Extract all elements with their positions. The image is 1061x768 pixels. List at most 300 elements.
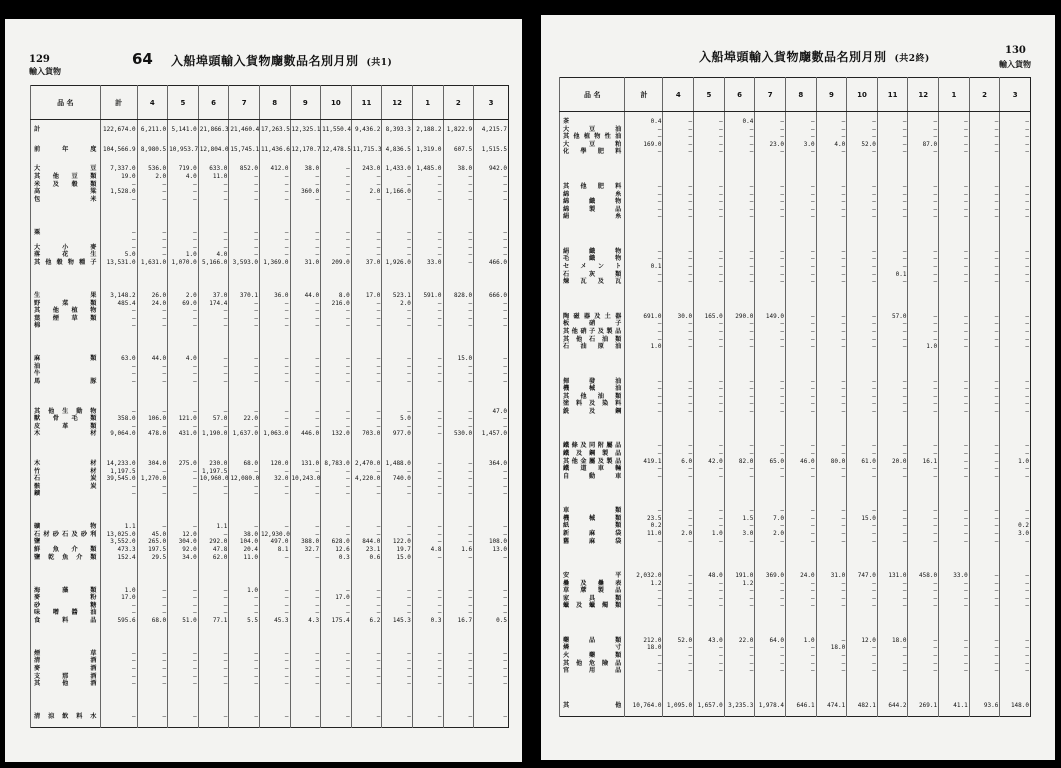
month-value-cell <box>474 644 509 707</box>
value: — <box>407 490 411 498</box>
month-value-cell <box>137 581 168 644</box>
value: 11.0 <box>243 553 258 561</box>
value: 10,764.0 <box>632 701 662 709</box>
value: 20.0 <box>892 457 907 465</box>
value: 24.0 <box>151 299 167 307</box>
value: — <box>719 190 723 198</box>
month-value-cell <box>847 242 878 307</box>
value: — <box>688 407 693 415</box>
value: — <box>437 601 442 609</box>
value: — <box>872 125 876 133</box>
value: — <box>719 667 723 675</box>
value: 1,270.0 <box>140 475 167 483</box>
total-value-cell <box>625 242 663 307</box>
month-value-cell <box>969 566 1000 631</box>
value: — <box>780 343 784 351</box>
value: 8,783.0 <box>324 459 350 467</box>
value: 646.1 <box>796 701 815 709</box>
value: 1,457.0 <box>481 430 507 438</box>
value: — <box>131 490 136 498</box>
value: — <box>749 320 754 328</box>
value: 1,926.0 <box>385 259 411 267</box>
month-value-cell <box>969 112 1000 178</box>
value: 108.0 <box>488 538 507 546</box>
value: — <box>810 133 815 141</box>
value: 132.0 <box>331 430 350 438</box>
month-value-cell <box>474 581 509 644</box>
value: — <box>468 314 473 322</box>
value: — <box>933 125 938 133</box>
month-value-cell <box>908 177 939 242</box>
value: 607.5 <box>454 145 473 153</box>
value: — <box>841 320 846 328</box>
value: — <box>933 312 938 320</box>
value: — <box>964 118 968 125</box>
value: — <box>688 400 693 408</box>
value: — <box>437 355 442 363</box>
month-value-cell <box>443 402 474 454</box>
month-value-cell <box>137 349 168 401</box>
value: — <box>841 442 846 450</box>
value: 747.0 <box>857 572 876 580</box>
month-value-cell <box>724 307 755 372</box>
value: 92.0 <box>182 546 197 554</box>
value: — <box>468 459 473 467</box>
value: 5.0 <box>400 415 411 423</box>
value: — <box>193 482 197 490</box>
value: — <box>376 523 381 531</box>
month-value-cell <box>321 644 352 707</box>
data-table <box>30 85 509 728</box>
value: 1.2 <box>650 579 662 587</box>
value: — <box>376 680 381 688</box>
value: — <box>1025 587 1029 595</box>
value: — <box>964 263 968 271</box>
total-value-cell <box>100 402 137 454</box>
month-value-cell <box>694 177 725 242</box>
value: — <box>407 422 411 430</box>
month-value-cell <box>939 436 970 501</box>
item-name: 大小麥 <box>34 243 97 251</box>
value: — <box>964 320 968 328</box>
value: — <box>254 362 258 370</box>
value: 3,235.3 <box>728 701 754 709</box>
value: — <box>468 649 473 657</box>
value: — <box>994 270 999 278</box>
month-value-cell <box>694 307 725 372</box>
value: — <box>503 657 507 665</box>
value: 87.0 <box>922 140 938 148</box>
value: — <box>933 507 938 515</box>
value: — <box>284 680 289 688</box>
value: — <box>503 553 507 561</box>
month-value-cell <box>351 286 382 349</box>
value: 292.0 <box>209 538 228 546</box>
value: — <box>688 205 693 213</box>
value: — <box>503 180 507 188</box>
value: — <box>193 362 197 370</box>
value: — <box>503 649 507 657</box>
value: — <box>346 188 350 196</box>
value: — <box>437 322 442 330</box>
value: — <box>376 370 381 378</box>
item-name: 高粱 <box>34 188 97 196</box>
value: — <box>468 299 473 307</box>
value: — <box>780 247 784 255</box>
month-value-cell <box>663 372 694 437</box>
value: — <box>315 172 320 180</box>
value: — <box>964 270 968 278</box>
value: — <box>503 188 507 196</box>
value: — <box>131 322 136 330</box>
value: — <box>841 579 846 587</box>
value: — <box>284 649 289 657</box>
value: — <box>719 442 723 450</box>
value: — <box>162 601 167 609</box>
month-value-cell <box>755 372 786 437</box>
item-name: 竹材 <box>34 467 97 475</box>
value: — <box>872 652 876 660</box>
value: 666.0 <box>488 291 507 299</box>
value: — <box>688 652 693 660</box>
value: — <box>284 180 289 188</box>
value: — <box>376 299 381 307</box>
value: — <box>994 449 999 457</box>
value: 4.8 <box>430 546 442 554</box>
value: — <box>376 422 381 430</box>
value: — <box>841 659 846 667</box>
month-value-cell <box>724 436 755 501</box>
value: — <box>719 320 723 328</box>
value: — <box>841 183 846 191</box>
header-item-name: 品 名 <box>31 86 101 120</box>
value: — <box>780 537 784 545</box>
value: — <box>1025 125 1029 133</box>
value: 47.8 <box>212 546 228 554</box>
value: — <box>994 327 999 335</box>
value: — <box>468 188 473 196</box>
value: — <box>872 400 876 408</box>
month-value-cell <box>724 372 755 437</box>
month-value-cell <box>198 517 229 580</box>
item-name: 板硝子 <box>563 320 622 328</box>
value: — <box>468 228 473 236</box>
item-name: 毛織物 <box>563 255 622 263</box>
value: — <box>346 378 350 386</box>
value: — <box>223 680 228 688</box>
item-name: 大豆粕 <box>563 140 622 148</box>
value: — <box>749 659 754 667</box>
value: — <box>964 465 968 473</box>
item-name: 石油原油 <box>563 343 622 351</box>
value: — <box>902 190 907 198</box>
value: — <box>407 601 411 609</box>
month-value-cell <box>474 454 509 517</box>
value: — <box>407 657 411 665</box>
value: — <box>1025 327 1029 335</box>
value: — <box>964 537 968 545</box>
value: — <box>223 243 228 251</box>
value: 446.0 <box>301 430 320 438</box>
month-value-cell <box>877 501 908 566</box>
table-row-group <box>31 223 509 286</box>
value: — <box>315 713 320 721</box>
value: — <box>131 422 136 430</box>
value: 412.0 <box>270 165 289 173</box>
month-value-cell <box>816 307 847 372</box>
value: — <box>810 312 815 320</box>
month-value-cell <box>229 140 260 160</box>
value: — <box>1025 247 1029 255</box>
value: 977.0 <box>392 430 411 438</box>
value: — <box>688 255 693 263</box>
value: — <box>193 649 197 657</box>
value: — <box>841 125 846 133</box>
month-value-cell <box>816 696 847 717</box>
value: 61.0 <box>861 457 876 465</box>
value: — <box>841 190 846 198</box>
month-value-cell <box>663 566 694 631</box>
item-name: 大豆油 <box>563 125 622 133</box>
month-value-cell <box>443 707 474 727</box>
value: — <box>1025 320 1029 328</box>
month-value-cell <box>1000 631 1031 696</box>
value: — <box>193 314 197 322</box>
value: — <box>994 278 999 286</box>
value: — <box>688 247 693 255</box>
value: — <box>964 667 968 675</box>
value: — <box>841 263 846 271</box>
value: — <box>657 183 662 191</box>
item-name: 機械類 <box>563 514 622 522</box>
value: 1,197.5 <box>110 467 136 475</box>
value: — <box>468 407 473 415</box>
value: — <box>437 407 442 415</box>
value: 9,064.0 <box>110 430 136 438</box>
month-value-cell <box>351 402 382 454</box>
month-value-cell <box>259 120 290 140</box>
value: — <box>503 601 507 609</box>
value: 16.1 <box>922 457 938 465</box>
value: 191.0 <box>735 572 754 580</box>
value: — <box>254 422 258 430</box>
value: 45.0 <box>151 530 167 538</box>
value: 7.0 <box>773 514 784 522</box>
value: — <box>407 680 411 688</box>
value: — <box>810 537 815 545</box>
value: 12,080.0 <box>230 475 260 483</box>
value: — <box>193 713 197 721</box>
value: — <box>719 392 723 400</box>
month-value-cell <box>321 581 352 644</box>
value: — <box>964 644 968 652</box>
value: — <box>346 672 350 680</box>
value: 536.0 <box>148 165 167 173</box>
value: — <box>223 649 228 657</box>
month-value-cell <box>290 349 321 401</box>
value: — <box>933 667 938 675</box>
value: — <box>719 579 723 587</box>
value: — <box>657 125 662 133</box>
month-value-cell <box>290 140 321 160</box>
value: 32.7 <box>304 546 320 554</box>
value: — <box>223 314 228 322</box>
value: 22.0 <box>738 636 754 644</box>
value: 11,715.3 <box>352 145 382 153</box>
month-value-cell <box>969 372 1000 437</box>
value: 369.0 <box>765 572 784 580</box>
value: — <box>902 472 907 480</box>
value: 169.0 <box>643 140 662 148</box>
item-name: 陶磁器及土器 <box>563 312 622 320</box>
value: 1.0 <box>711 529 723 537</box>
value: — <box>841 602 846 610</box>
value: — <box>657 594 662 602</box>
item-name-cell <box>31 223 101 286</box>
value: — <box>719 133 723 141</box>
value: 703.0 <box>362 430 381 438</box>
value: — <box>841 514 846 522</box>
value: — <box>841 343 846 351</box>
value: — <box>749 247 754 255</box>
value: — <box>994 587 999 595</box>
value: — <box>902 125 907 133</box>
value: 68.0 <box>151 616 167 624</box>
value: — <box>964 652 968 660</box>
value: — <box>503 172 507 180</box>
value: — <box>315 601 320 609</box>
value: — <box>437 430 442 438</box>
value: — <box>719 594 723 602</box>
value: — <box>657 472 662 480</box>
item-name: 煙草 <box>34 649 97 657</box>
value: — <box>719 148 723 156</box>
value: — <box>437 188 442 196</box>
month-value-cell <box>694 631 725 696</box>
value: — <box>902 667 907 675</box>
value: — <box>902 659 907 667</box>
value: 212.0 <box>643 636 662 644</box>
value: — <box>719 385 723 393</box>
value: — <box>657 190 662 198</box>
value: 77.1 <box>212 616 228 624</box>
month-value-cell <box>724 177 755 242</box>
value: — <box>284 407 289 415</box>
value: 21,866.3 <box>199 126 229 133</box>
value: — <box>162 490 167 498</box>
value: — <box>719 522 723 530</box>
value: — <box>810 270 815 278</box>
month-value-cell <box>290 159 321 222</box>
value: 12,804.0 <box>199 145 229 153</box>
header-month: 8 <box>785 78 816 112</box>
value: — <box>902 343 907 351</box>
item-name-cell <box>31 454 101 517</box>
value: — <box>437 594 442 602</box>
value: — <box>315 314 320 322</box>
value: — <box>780 278 784 286</box>
value: — <box>346 228 350 236</box>
value: — <box>841 392 846 400</box>
value: — <box>994 312 999 320</box>
value: — <box>810 247 815 255</box>
value: — <box>872 335 876 343</box>
value: — <box>1025 213 1029 221</box>
value: — <box>810 407 815 415</box>
value: — <box>688 667 693 675</box>
value: — <box>780 320 784 328</box>
value: — <box>933 263 938 271</box>
item-name: セメント <box>563 263 622 271</box>
value: — <box>994 537 999 545</box>
value: — <box>162 467 167 475</box>
value: — <box>719 465 723 473</box>
value: — <box>994 198 999 206</box>
item-name: 鹽乾魚介類 <box>34 553 97 561</box>
value: — <box>933 255 938 263</box>
value: — <box>1025 140 1029 148</box>
value: — <box>780 255 784 263</box>
month-value-cell <box>694 566 725 631</box>
item-name: 車類 <box>563 507 622 515</box>
value: 13.0 <box>492 546 507 554</box>
value: — <box>902 522 907 530</box>
value: — <box>780 667 784 675</box>
month-value-cell <box>908 696 939 717</box>
value: — <box>902 205 907 213</box>
month-value-cell <box>474 223 509 286</box>
value: 4.0 <box>185 172 197 180</box>
value: — <box>284 665 289 673</box>
month-value-cell <box>137 517 168 580</box>
value: — <box>437 680 442 688</box>
month-value-cell <box>724 696 755 717</box>
item-name: 粟 <box>34 228 41 236</box>
value: — <box>994 213 999 221</box>
value: — <box>407 228 411 236</box>
value: — <box>994 636 999 644</box>
header-month: 7 <box>755 78 786 112</box>
value: 844.0 <box>362 538 381 546</box>
value: — <box>376 601 381 609</box>
table-row-group <box>31 349 509 401</box>
value: — <box>688 263 693 271</box>
item-name: 官用品 <box>563 667 622 675</box>
value: 1,433.0 <box>385 165 411 173</box>
value: — <box>346 713 350 721</box>
value: — <box>780 385 784 393</box>
value: — <box>872 579 876 587</box>
value: — <box>468 530 473 538</box>
table-row-group <box>560 501 1031 566</box>
month-value-cell <box>755 242 786 307</box>
value: 0.2 <box>650 522 662 530</box>
value: — <box>346 467 350 475</box>
value: — <box>407 180 411 188</box>
item-name: 火藥類 <box>563 652 622 660</box>
value: — <box>994 205 999 213</box>
month-value-cell <box>939 307 970 372</box>
value: 3.0 <box>742 529 754 537</box>
value: — <box>1025 644 1029 652</box>
value: — <box>902 198 907 206</box>
month-value-cell <box>412 120 443 140</box>
value: — <box>780 400 784 408</box>
value: — <box>315 307 320 315</box>
value: — <box>810 587 815 595</box>
value: — <box>223 601 228 609</box>
item-name: 綿製品 <box>563 205 622 213</box>
